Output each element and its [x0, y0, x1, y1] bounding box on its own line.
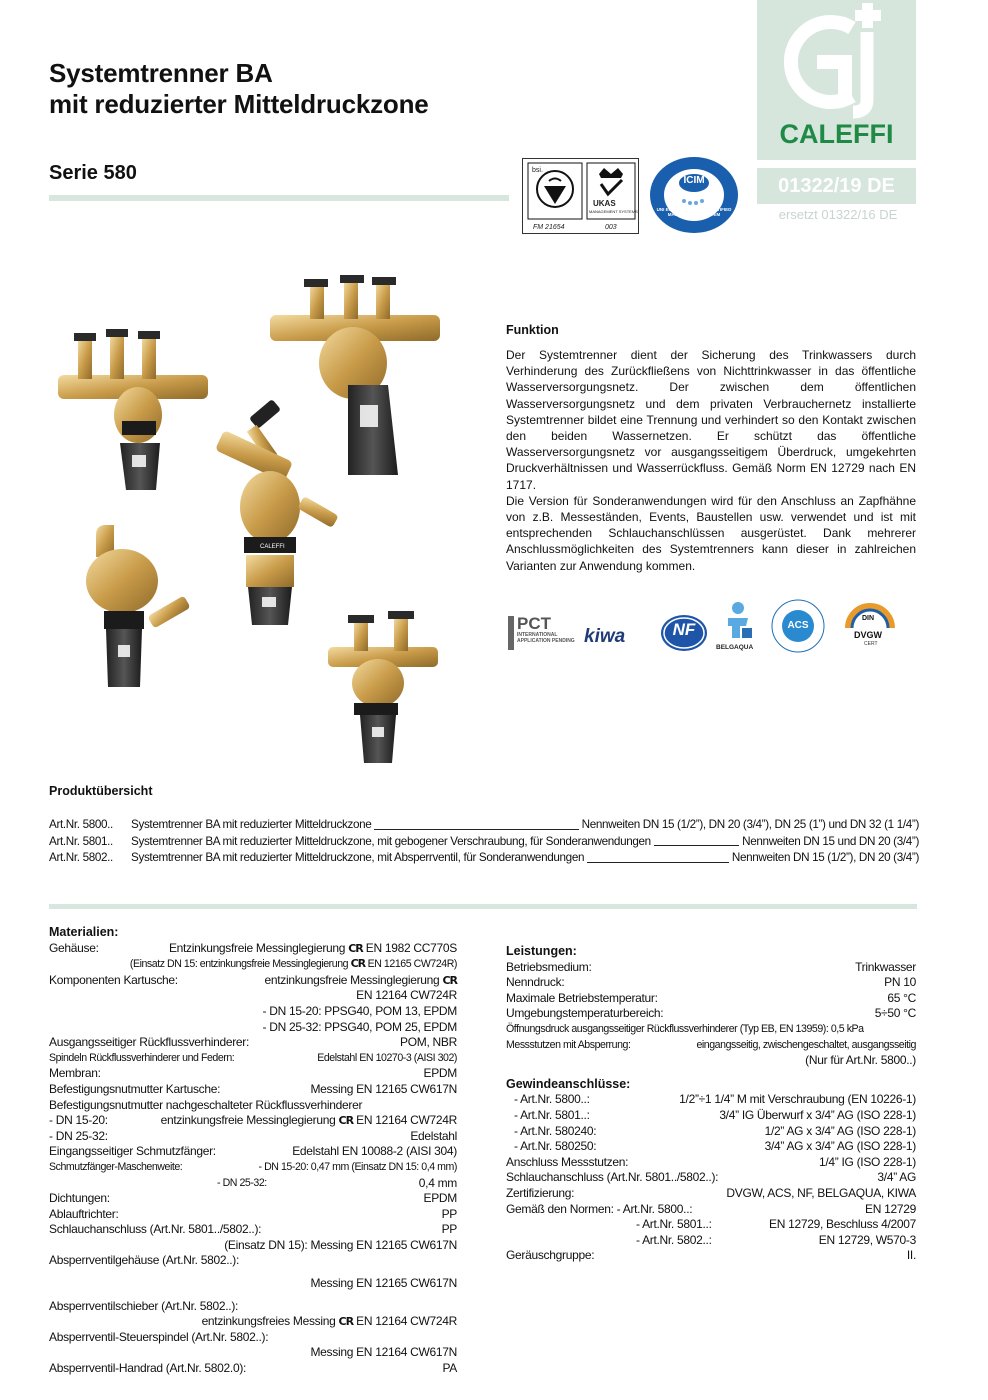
dvgw-label: DVGW — [854, 630, 882, 640]
spec-label-part: Gemäß den Normen: — [506, 1201, 614, 1216]
leader-line — [654, 834, 739, 847]
valve-5801-bent — [86, 525, 191, 687]
spec-value: 1/2”÷1 1/4” M mit Verschraubung (EN 10226-1) — [679, 1092, 916, 1107]
valve-5800-small — [58, 329, 208, 490]
replaces-note: ersetzt 01322/16 DE — [778, 207, 898, 222]
spec-note — [49, 956, 457, 973]
spec-label: Anschluss Messstutzen: — [506, 1154, 629, 1169]
spec-row — [49, 941, 457, 957]
spec-label: Eingangsseitiger Schmutzfänger: — [49, 1144, 216, 1159]
spec-row — [506, 960, 916, 976]
spec-label: Absperrventilschieber (Art.Nr. 5802..): — [49, 1298, 239, 1313]
spec-value-part: EN 12164 CW724R — [356, 1113, 457, 1128]
product-sizes: Nennweiten DN 15 (1/2”), DN 20 (3/4”), DN 25 (1”) und DN 32 (1 1/4”) — [581, 818, 919, 831]
spec-value — [265, 973, 457, 989]
materials-section — [49, 925, 457, 1377]
spec-value-part: EN 1982 CC770S — [365, 940, 457, 955]
spec-value-part: entzinkungsfreie Messinglegierung — [264, 972, 440, 987]
spec-label: Ablauftrichter: — [49, 1206, 119, 1221]
nf-label: NF — [672, 620, 696, 639]
connections-heading: Gewindeanschlüsse: — [506, 1076, 631, 1091]
spec-value: - DN 15-20: 0,47 mm (Einsatz DN 15: 0,4 mm) — [258, 1160, 457, 1173]
spec-row — [506, 1139, 916, 1155]
spec-label: Ausgangsseitiger Rückflussverhinderer: — [49, 1035, 250, 1050]
spec-label: Betriebsmedium: — [506, 959, 592, 974]
din-label: DIN — [862, 615, 875, 622]
spec-row — [506, 1217, 916, 1233]
spec-value: Messing EN 12165 CW617N — [310, 1276, 457, 1291]
spacer — [49, 1292, 457, 1299]
spec-label: - Art.Nr. 580240: — [514, 1123, 597, 1138]
valve-brand-tag: CALEFFI — [260, 544, 285, 550]
approval-logos — [508, 598, 918, 656]
spec-value: 5÷50 °C — [874, 1006, 916, 1021]
spec-row — [506, 1108, 916, 1124]
spec-value: PA — [442, 1361, 457, 1376]
spec-row — [49, 1144, 457, 1160]
spec-value-part: EN 12164 CW724R — [356, 1314, 457, 1329]
spec-label: Zertifizierung: — [506, 1185, 575, 1200]
spec-row — [49, 1082, 457, 1098]
ukas-number: 003 — [605, 224, 617, 231]
spec-value: EN 12729, Beschluss 4/2007 — [769, 1217, 916, 1232]
product-sizes: Nennweiten DN 15 und DN 20 (3/4”) — [742, 834, 919, 848]
belgaqua-label: BELGAQUA — [716, 644, 754, 651]
spec-value: 0,4 mm — [418, 1175, 457, 1190]
cr-mark: CR — [338, 1315, 354, 1329]
caleffi-logo-panel — [757, 0, 916, 160]
spec-row — [506, 1006, 916, 1022]
spec-value: eingangsseitig, zwischengeschaltet, ausgangsseitig — [696, 1038, 916, 1051]
spec-value: DVGW, ACS, NF, BELGAQUA, KIWA — [726, 1185, 916, 1200]
product-overview-heading: Produktübersicht — [49, 784, 153, 798]
spec-label: - Art.Nr. 5801..: — [636, 1217, 712, 1232]
spec-row — [49, 1222, 457, 1238]
product-row — [49, 834, 919, 851]
spec-label: Umgebungstemperaturbereich: — [506, 1006, 664, 1021]
spec-value: 3/4” AG — [877, 1170, 916, 1185]
spec-row — [49, 1113, 457, 1129]
function-text — [506, 347, 916, 574]
product-row — [49, 817, 919, 834]
leader-line — [374, 817, 578, 830]
spec-label: Maximale Betriebstemperatur: — [506, 990, 658, 1005]
spec-value: 1/2” AG x 3/4” AG (ISO 228-1) — [764, 1123, 916, 1138]
spec-label: - Art.Nr. 5802..: — [636, 1232, 712, 1247]
spec-value: EN 12729, W570-3 — [818, 1232, 916, 1247]
pct-sub: INTERNATIONAL APPLICATION PENDING — [517, 632, 575, 644]
spec-label: Absperrventilgehäuse (Art.Nr. 5802..): — [49, 1253, 240, 1268]
spec-value: Messing EN 12165 CW617N — [310, 1081, 457, 1096]
spec-row — [506, 1124, 916, 1140]
header-divider — [49, 195, 509, 201]
product-description: Systemtrenner BA mit reduzierter Mitteldruckzone — [131, 818, 372, 831]
spec-row — [506, 1170, 916, 1186]
title-line-2: mit reduzierter Mitteldruckzone — [49, 89, 429, 119]
cr-mark: CR — [338, 1114, 354, 1128]
spec-value: PN 10 — [884, 975, 916, 990]
spec-label: Dichtungen: — [49, 1191, 110, 1206]
spec-label: - Art.Nr. 5801..: — [514, 1107, 590, 1122]
valve-5801-compact — [328, 611, 438, 763]
spec-value: Edelstahl EN 10088-2 (AISI 304) — [292, 1144, 457, 1159]
ukas-sub: MANAGEMENT SYSTEMS — [589, 209, 638, 214]
icim-ring-text: UNI EN ISO 9001:2015 · CERTIFIED MANAGEMENT SYSTEM — [656, 207, 732, 217]
spacer — [49, 1269, 457, 1276]
icim-logo — [648, 155, 740, 235]
spec-label: Schlauchanschluss (Art.Nr. 5801../5802..): — [49, 1222, 262, 1237]
spec-value: 3/4” AG x 3/4” AG (ISO 228-1) — [764, 1139, 916, 1154]
spec-label: Absperrventil-Handrad (Art.Nr. 5802.0): — [49, 1361, 247, 1376]
spec-value: 1/4” IG (ISO 228-1) — [818, 1154, 916, 1169]
spec-value-part: EN 12165 CW724R) — [367, 958, 457, 971]
spec-label: Messstutzen mit Absperrung: — [506, 1038, 631, 1051]
product-description: Systemtrenner BA mit reduzierter Mitteldruckzone, mit gebogener Verschraubung, für Sonderanwendungen — [131, 834, 651, 848]
section-divider — [49, 904, 917, 909]
spec-value: Messing EN 12164 CW617N — [310, 1345, 457, 1360]
spec-row — [49, 1051, 457, 1067]
spec-label: - DN 25-32: — [49, 1128, 108, 1143]
spec-row — [506, 1155, 916, 1171]
materials-heading: Materialien: — [49, 925, 119, 939]
dvgw-cert-label: CERT — [864, 641, 878, 647]
spec-value — [169, 941, 457, 957]
spec-row — [49, 1160, 457, 1176]
spec-row — [506, 991, 916, 1007]
valve-5800-large — [270, 275, 440, 475]
spec-row — [49, 1191, 457, 1207]
bsi-number: FM 21654 — [533, 224, 565, 231]
spec-row — [506, 1202, 916, 1218]
bsi-label: bsi. — [532, 167, 543, 174]
performance-section — [506, 944, 916, 1264]
spec-row — [49, 1176, 457, 1192]
product-art-no: Art.Nr. 5800.. — [49, 818, 113, 831]
spec-value — [161, 1113, 457, 1129]
product-art-no: Art.Nr. 5801.. — [49, 834, 113, 848]
ukas-label: UKAS — [593, 199, 616, 208]
spec-row — [506, 1248, 916, 1264]
spec-value-part: entzinkungsfreie Messinglegierung — [160, 1113, 336, 1128]
spec-value: Edelstahl EN 10270-3 (AISI 302) — [317, 1051, 457, 1064]
spec-label: - DN 25-32: — [217, 1176, 267, 1189]
spec-value: II. — [906, 1248, 916, 1263]
spec-value: - DN 25-32: PPSG40, POM 25, EPDM — [262, 1019, 457, 1034]
product-art-no: Art.Nr. 5802.. — [49, 851, 113, 864]
spec-value: 3/4” IG Überwurf x 3/4” AG (ISO 228-1) — [719, 1107, 916, 1122]
spec-value: PP — [441, 1206, 457, 1221]
spec-value: EPDM — [423, 1191, 457, 1206]
spec-row — [49, 1207, 457, 1223]
spec-value-part: (Einsatz DN 15: entzinkungsfreie Messinglegierung — [129, 958, 349, 971]
spec-row — [49, 1035, 457, 1051]
spec-value-part: entzinkungsfreies Messing — [201, 1314, 336, 1329]
icim-label: ICIM — [683, 175, 705, 186]
spec-row — [506, 975, 916, 991]
leader-line — [587, 850, 729, 863]
product-overview-table — [49, 817, 919, 867]
spec-label: Befestigungsnutmutter nachgeschalteter Rückflussverhinderer — [49, 1097, 363, 1112]
spec-value: EN 12729 — [865, 1201, 916, 1216]
spec-label: Nenndruck: — [506, 975, 565, 990]
spec-value: PP — [441, 1222, 457, 1237]
pct-label: PCT — [517, 614, 551, 633]
spec-row — [49, 1129, 457, 1145]
page-title — [49, 58, 429, 120]
spec-label: Absperrventil-Steuerspindel (Art.Nr. 5802..): — [49, 1329, 269, 1344]
spec-value-part: Entzinkungsfreie Messinglegierung — [168, 940, 346, 955]
spec-row — [49, 973, 457, 989]
product-sizes: Nennweiten DN 15 (1/2”), DN 20 (3/4”) — [731, 851, 919, 864]
spec-label: Spindeln Rückflussverhinderer und Federn: — [49, 1051, 235, 1064]
caleffi-logo-icon — [757, 0, 916, 120]
spec-label — [506, 1202, 692, 1218]
spec-row — [506, 1038, 916, 1054]
spec-value: Edelstahl — [410, 1128, 457, 1143]
spec-value: EN 12164 CW724R — [356, 988, 457, 1003]
spec-value: Trinkwasser — [855, 959, 916, 974]
function-paragraph-1: Der Systemtrenner dient der Sicherung des Trinkwassers durch Verhinderung des Zurückfließens von Nichttrinkwasser in das öffentliche Wasserversorgungsnetz. Der zwischen dem öffentlichen Wasserversorgungsnetz und dem privaten Verbrauchernetz installierte Systemtrenner bildet eine Trennung und verhindert so den Kontakt zwischen den beiden Wassernetzen. Er schützt das öffentliche Wasserversorgungsnetz vor ausgangsseitigem Überdruck, umgekehrten Druckverhältnissen und Wasserrückfluss. Gemäß Norm EN 12729 nach EN 1717. — [506, 348, 916, 492]
cr-mark: CR — [350, 957, 366, 971]
spec-row — [506, 1186, 916, 1202]
belgaqua-logo — [718, 600, 758, 640]
performance-heading: Leistungen: — [506, 944, 577, 958]
spec-label: Gehäuse: — [49, 940, 99, 955]
spec-label: Schlauchanschluss (Art.Nr. 5801../5802..): — [506, 1170, 719, 1185]
spec-note: (Nur für Art.Nr. 5800..) — [805, 1053, 916, 1068]
spec-label-part: - Art.Nr. 5800..: — [616, 1201, 693, 1216]
spec-label: - Art.Nr. 5800..: — [514, 1092, 590, 1107]
document-code: 01322/19 DE — [757, 168, 916, 204]
spec-row — [49, 1066, 457, 1082]
spec-label: Befestigungsnutmutter Kartusche: — [49, 1081, 221, 1096]
spec-value: POM, NBR — [400, 1035, 457, 1050]
spec-row — [49, 1361, 457, 1377]
spec-label: - Art.Nr. 580250: — [514, 1139, 597, 1154]
cr-mark: CR — [348, 941, 363, 955]
spec-label: Geräuschgruppe: — [506, 1248, 595, 1263]
spec-note: (Einsatz DN 15): Messing EN 12165 CW617N — [224, 1237, 457, 1252]
title-line-1: Systemtrenner BA — [49, 58, 273, 88]
valve-5802-handwheel — [215, 399, 339, 625]
spec-row — [506, 1092, 916, 1108]
spec-value — [49, 1314, 457, 1330]
product-description: Systemtrenner BA mit reduzierter Mitteldruckzone, mit Absperrventil, für Sonderanwendungen — [131, 851, 585, 864]
caleffi-wordmark: CALEFFI — [779, 119, 894, 149]
function-heading: Funktion — [506, 323, 559, 337]
pct-logo — [508, 616, 578, 652]
spec-row — [506, 1233, 916, 1249]
product-row — [49, 850, 919, 867]
series-label: Serie 580 — [49, 162, 137, 184]
spec-row: Öffnungsdruck ausgangsseitiger Rückflussverhinderer (Typ EB, EN 13959): 0,5 kPa — [506, 1022, 864, 1035]
product-image-group — [48, 275, 498, 765]
bsi-ukas-certificate — [522, 158, 639, 234]
spec-value: - DN 15-20: PPSG40, POM 13, EPDM — [262, 1003, 457, 1018]
acs-label: ACS — [787, 620, 809, 631]
cr-mark: CR — [442, 973, 457, 987]
spec-label: Komponenten Kartusche: — [49, 972, 178, 987]
spec-value: EPDM — [423, 1066, 457, 1081]
spec-label: - DN 15-20: — [49, 1113, 108, 1128]
spec-label: Membran: — [49, 1066, 101, 1081]
kiwa-logo: kiwa — [584, 626, 626, 647]
spec-value: 65 °C — [887, 990, 916, 1005]
spec-label: Schmutzfänger-Maschenweite: — [49, 1160, 183, 1173]
function-paragraph-2: Die Version für Sonderanwendungen wird für den Anschluss an Zapfhähne von z.B. Messeständen, Events, Baustellen usw. verwendet und ist mit entsprechenden Schlauchanschlüssen ausgerüstet. Dank mehrerer Anschlussmöglichkeiten des Systemtrenners kann dieser in zahlreichen Varianten zur Anwendung kommen. — [506, 493, 916, 573]
